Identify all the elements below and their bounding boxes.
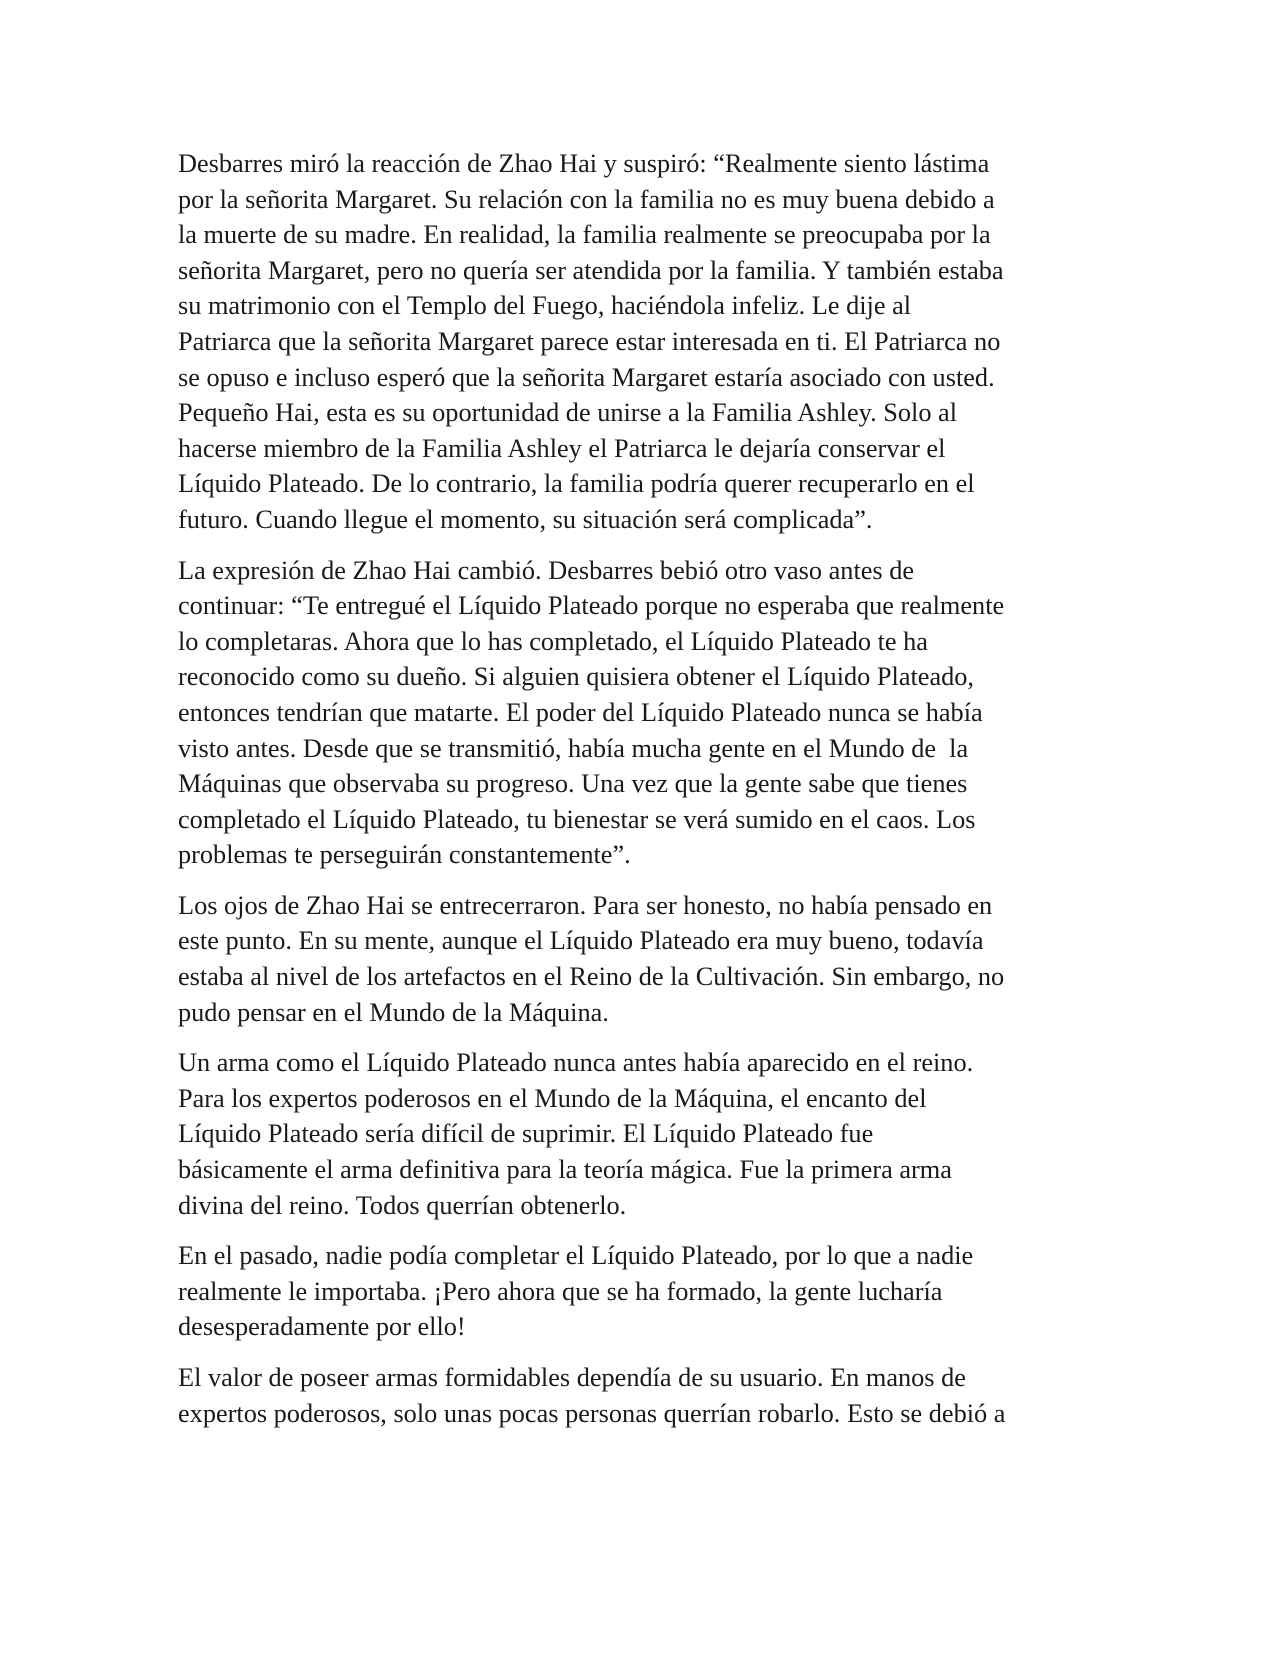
text-line: La expresión de Zhao Hai cambió. Desbarres bebió otro vaso antes de [178, 555, 915, 585]
paragraph-4 [178, 1045, 1108, 1223]
text-line: Líquido Plateado sería difícil de suprimir. El Líquido Plateado fue [178, 1119, 874, 1149]
paragraph-3 [178, 888, 1108, 1030]
text-line: futuro. Cuando llegue el momento, su situación será complicada”. [178, 504, 873, 534]
text-line: desesperadamente por ello! [178, 1312, 466, 1342]
text-line: lo completaras. Ahora que lo has completado, el Líquido Plateado te ha [178, 626, 928, 656]
paragraph-2 [178, 553, 1108, 873]
text-line: su matrimonio con el Templo del Fuego, haciéndola infeliz. Le dije al [178, 291, 912, 321]
text-line: El valor de poseer armas formidables dependía de su usuario. En manos de [178, 1363, 966, 1392]
paragraph-6 [178, 1360, 1108, 1431]
text-line: hacerse miembro de la Familia Ashley el Patriarca le dejaría conservar el [178, 433, 946, 463]
text-line: divina del reino. Todos querrían obtenerlo. [178, 1190, 627, 1220]
text-line: completado el Líquido Plateado, tu bienestar se verá sumido en el caos. Los [178, 804, 976, 834]
text-line: por la señorita Margaret. Su relación con la familia no es muy buena debido a [178, 184, 995, 214]
text-line: Un arma como el Líquido Plateado nunca antes había aparecido en el reino. [178, 1048, 974, 1078]
paragraph-1 [178, 146, 1108, 538]
text-line: Máquinas que observaba su progreso. Una vez que la gente sabe que tienes [178, 769, 968, 799]
text-line: la muerte de su madre. En realidad, la familia realmente se preocupaba por la [178, 220, 991, 250]
paragraph-5 [178, 1238, 1108, 1345]
text-line: se opuso e incluso esperó que la señorita Margaret estaría asociado con usted. [178, 362, 995, 392]
text-line: Líquido Plateado. De lo contrario, la familia podría querer recuperarlo en el [178, 469, 975, 499]
text-line: señorita Margaret, pero no quería ser atendida por la familia. Y también estaba [178, 255, 1004, 285]
text-line: continuar: “Te entregué el Líquido Plateado porque no esperaba que realmente [178, 591, 1005, 621]
text-line: reconocido como su dueño. Si alguien quisiera obtener el Líquido Plateado, [178, 662, 975, 692]
text-line: estaba al nivel de los artefactos en el Reino de la Cultivación. Sin embargo, no [178, 962, 1005, 992]
text-line: realmente le importaba. ¡Pero ahora que se ha formado, la gente lucharía [178, 1276, 943, 1306]
text-line: Desbarres miró la reacción de Zhao Hai y suspiró: “Realmente siento lástima [178, 149, 990, 178]
text-line: Pequeño Hai, esta es su oportunidad de unirse a la Familia Ashley. Solo al [178, 398, 958, 428]
text-line: Patriarca que la señorita Margaret parece estar interesada en ti. El Patriarca no [178, 326, 1001, 356]
text-line: problemas te perseguirán constantemente”. [178, 840, 631, 870]
text-line: Los ojos de Zhao Hai se entrecerraron. Para ser honesto, no había pensado en [178, 890, 993, 920]
text-line: entonces tendrían que matarte. El poder del Líquido Plateado nunca se había [178, 697, 983, 727]
body-text [178, 146, 1108, 1446]
text-line: básicamente el arma definitiva para la teoría mágica. Fue la primera arma [178, 1155, 952, 1185]
text-line: pudo pensar en el Mundo de la Máquina. [178, 997, 609, 1027]
text-line: Para los expertos poderosos en el Mundo de la Máquina, el encanto del [178, 1083, 927, 1113]
text-line: En el pasado, nadie podía completar el Líquido Plateado, por lo que a nadie [178, 1241, 974, 1271]
text-line: este punto. En su mente, aunque el Líquido Plateado era muy bueno, todavía [178, 926, 984, 956]
text-line: visto antes. Desde que se transmitió, había mucha gente en el Mundo de la [178, 733, 969, 763]
text-line: expertos poderosos, solo unas pocas personas querrían robarlo. Esto se debió a [178, 1398, 1006, 1428]
